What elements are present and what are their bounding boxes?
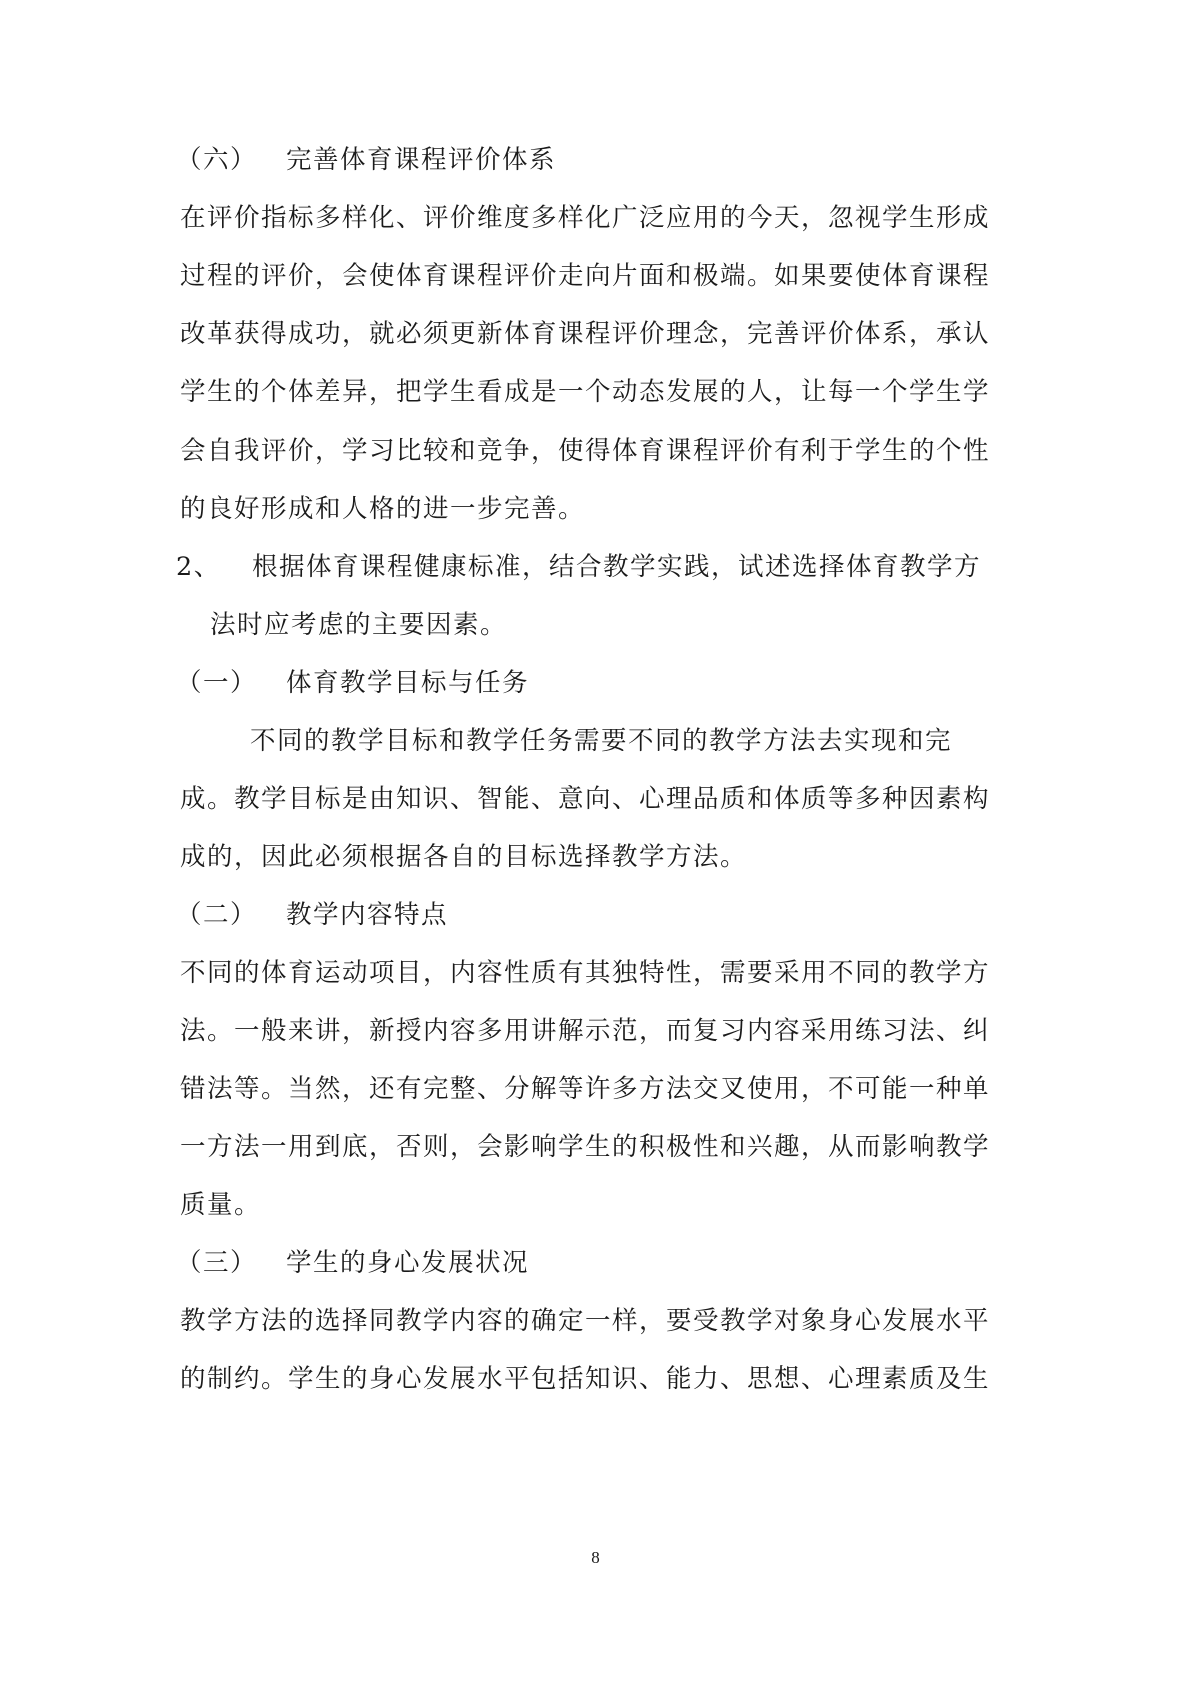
paragraph-line: 错法等。当然，还有完整、分解等许多方法交叉使用，不可能一种单 — [180, 1074, 991, 1104]
heading-1 — [176, 668, 529, 698]
heading-2 — [176, 900, 448, 930]
heading-title: 完善体育课程评价体系 — [286, 145, 557, 175]
paragraph-line: 不同的教学目标和教学任务需要不同的教学方法去实现和完 — [250, 726, 953, 756]
heading-title: 学生的身心发展状况 — [286, 1248, 530, 1278]
heading-title: 教学内容特点 — [286, 900, 449, 930]
question-2-heading — [176, 552, 981, 582]
paragraph-line: 的良好形成和人格的进一步完善。 — [180, 494, 586, 524]
question-number: 2、 — [176, 552, 221, 582]
paragraph-line: 改革获得成功，就必须更新体育课程评价理念，完善评价体系，承认 — [180, 319, 991, 349]
paragraph-line: 的制约。学生的身心发展水平包括知识、能力、思想、心理素质及生 — [180, 1364, 991, 1394]
paragraph-line: 法时应考虑的主要因素。 — [210, 610, 508, 640]
heading-label: （一） — [176, 668, 258, 698]
heading-label: （六） — [176, 145, 258, 175]
paragraph-line: 成。教学目标是由知识、智能、意向、心理品质和体质等多种因素构 — [180, 784, 991, 814]
heading-6 — [176, 145, 556, 175]
question-title: 根据体育课程健康标准，结合教学实践，试述选择体育教学方 — [252, 552, 982, 582]
page-number: 8 — [591, 1548, 600, 1567]
heading-3 — [176, 1248, 529, 1278]
heading-label: （二） — [176, 900, 258, 930]
paragraph-line: 过程的评价，会使体育课程评价走向片面和极端。如果要使体育课程 — [180, 261, 991, 291]
paragraph-line: 不同的体育运动项目，内容性质有其独特性，需要采用不同的教学方 — [180, 958, 991, 988]
heading-label: （三） — [176, 1248, 258, 1278]
paragraph-line: 成的，因此必须根据各自的目标选择教学方法。 — [180, 842, 748, 872]
paragraph-line: 学生的个体差异，把学生看成是一个动态发展的人，让每一个学生学 — [180, 377, 991, 407]
heading-title: 体育教学目标与任务 — [286, 668, 530, 698]
paragraph-line: 教学方法的选择同教学内容的确定一样，要受教学对象身心发展水平 — [180, 1306, 991, 1336]
paragraph-line: 会自我评价，学习比较和竞争，使得体育课程评价有利于学生的个性 — [180, 436, 991, 466]
paragraph-line: 一方法一用到底，否则，会影响学生的积极性和兴趣，从而影响教学 — [180, 1132, 991, 1162]
paragraph-line: 质量。 — [180, 1190, 262, 1220]
paragraph-line: 法。一般来讲，新授内容多用讲解示范，而复习内容采用练习法、纠 — [180, 1016, 991, 1046]
paragraph-line: 在评价指标多样化、评价维度多样化广泛应用的今天，忽视学生形成 — [180, 203, 991, 233]
